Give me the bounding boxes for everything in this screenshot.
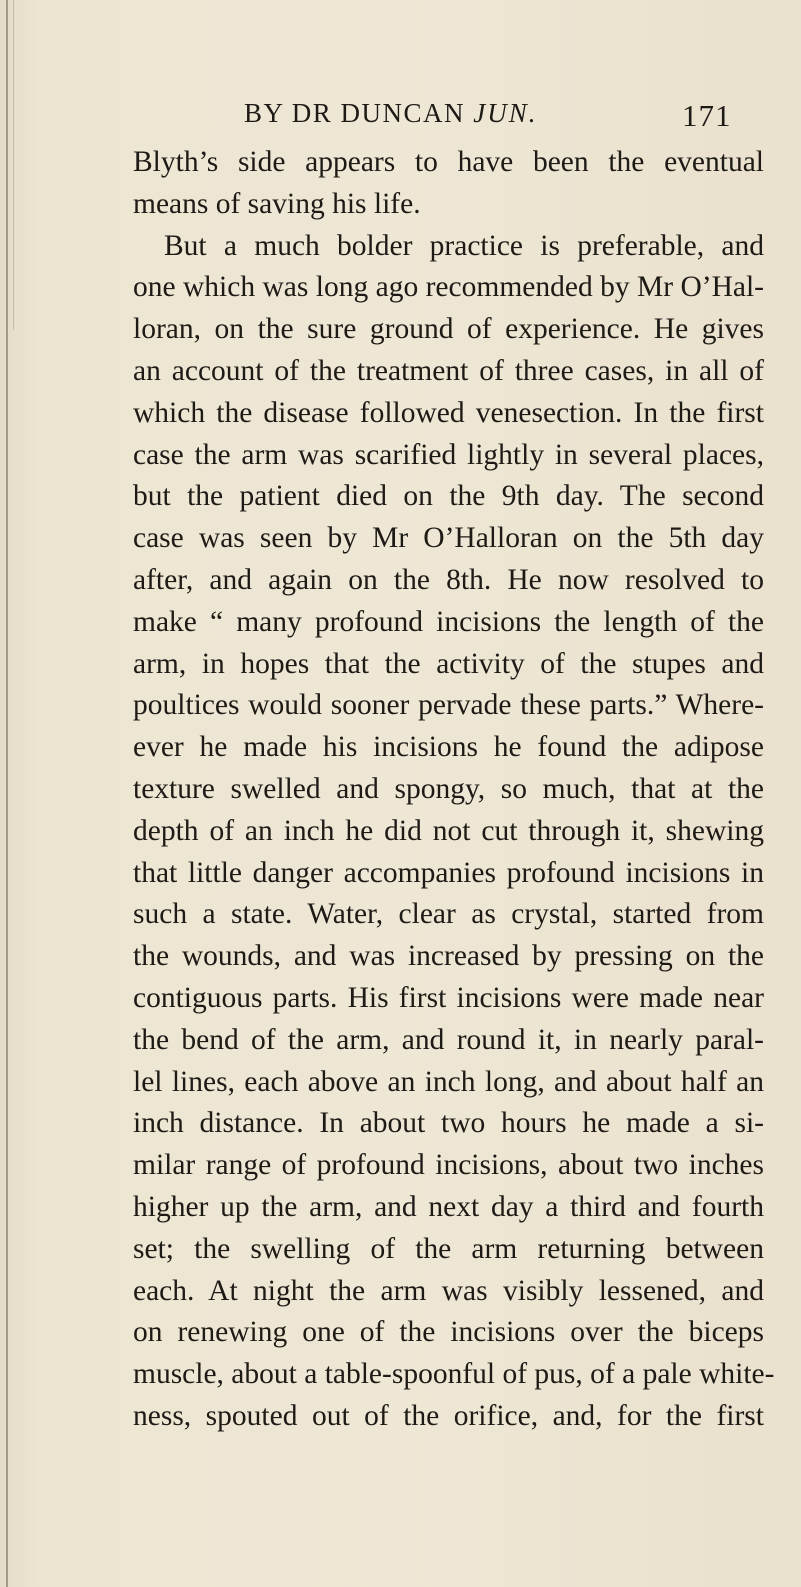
running-head-text: BY DR DUNCAN: [244, 98, 474, 128]
text-line: muscle, about a table-spoonful of pus, of a pale white-: [133, 1358, 775, 1391]
text-line: texture swelled and spongy, so much, that at the: [133, 772, 764, 805]
page-number: 171: [682, 98, 732, 133]
text-line: ness, spouted out of the orifice, and, for the first: [133, 1399, 764, 1432]
text-line: set; the swelling of the arm returning between: [133, 1232, 764, 1265]
running-head: [244, 98, 538, 129]
text-line: higher up the arm, and next day a third and fourth: [133, 1190, 764, 1223]
gutter-shadow: [6, 0, 8, 1587]
text-line: but the patient died on the 9th day. The second: [133, 480, 764, 513]
text-line: case was seen by Mr O’Halloran on the 5th day: [133, 522, 764, 555]
text-line: case the arm was scarified lightly in several places,: [133, 438, 764, 471]
body-text: [133, 142, 775, 1438]
text-line: such a state. Water, clear as crystal, started from: [133, 898, 764, 931]
text-line: depth of an inch he did not cut through it, shewing: [133, 814, 764, 847]
gutter-shadow-inner: [13, 0, 14, 330]
text-line: poultices would sooner pervade these parts.” Where-: [133, 689, 764, 722]
text-line: make “ many profound incisions the length of the: [133, 605, 764, 638]
text-line: contiguous parts. His first incisions were made near: [133, 981, 764, 1014]
text-line: means of saving his life.: [133, 187, 421, 220]
running-head-suffix: JUN.: [473, 98, 538, 128]
text-line: Blyth’s side appears to have been the eventual: [133, 146, 764, 178]
text-line: the bend of the arm, and round it, in nearly paral-: [133, 1023, 764, 1056]
text-line: that little danger accompanies profound incisions in: [133, 856, 764, 889]
text-line: But a much bolder practice is preferable, and: [164, 229, 764, 262]
text-line: the wounds, and was increased by pressing on the: [133, 940, 764, 973]
text-line: on renewing one of the incisions over the biceps: [133, 1316, 764, 1349]
text-line: lel lines, each above an inch long, and about half an: [133, 1065, 764, 1098]
text-line: after, and again on the 8th. He now resolved to: [133, 563, 764, 596]
text-line: which the disease followed venesection. In the first: [133, 396, 764, 429]
text-line: an account of the treatment of three cases, in all of: [133, 354, 764, 387]
text-line: loran, on the sure ground of experience. He gives: [133, 313, 764, 346]
text-line: one which was long ago recommended by Mr O’Hal-: [133, 271, 764, 304]
text-line: ever he made his incisions he found the adipose: [133, 731, 764, 764]
text-line: inch distance. In about two hours he made a si-: [133, 1107, 764, 1140]
text-line: arm, in hopes that the activity of the stupes and: [133, 647, 764, 680]
text-line: milar range of profound incisions, about two inches: [133, 1149, 764, 1182]
text-line: each. At night the arm was visibly lessened, and: [133, 1274, 764, 1307]
